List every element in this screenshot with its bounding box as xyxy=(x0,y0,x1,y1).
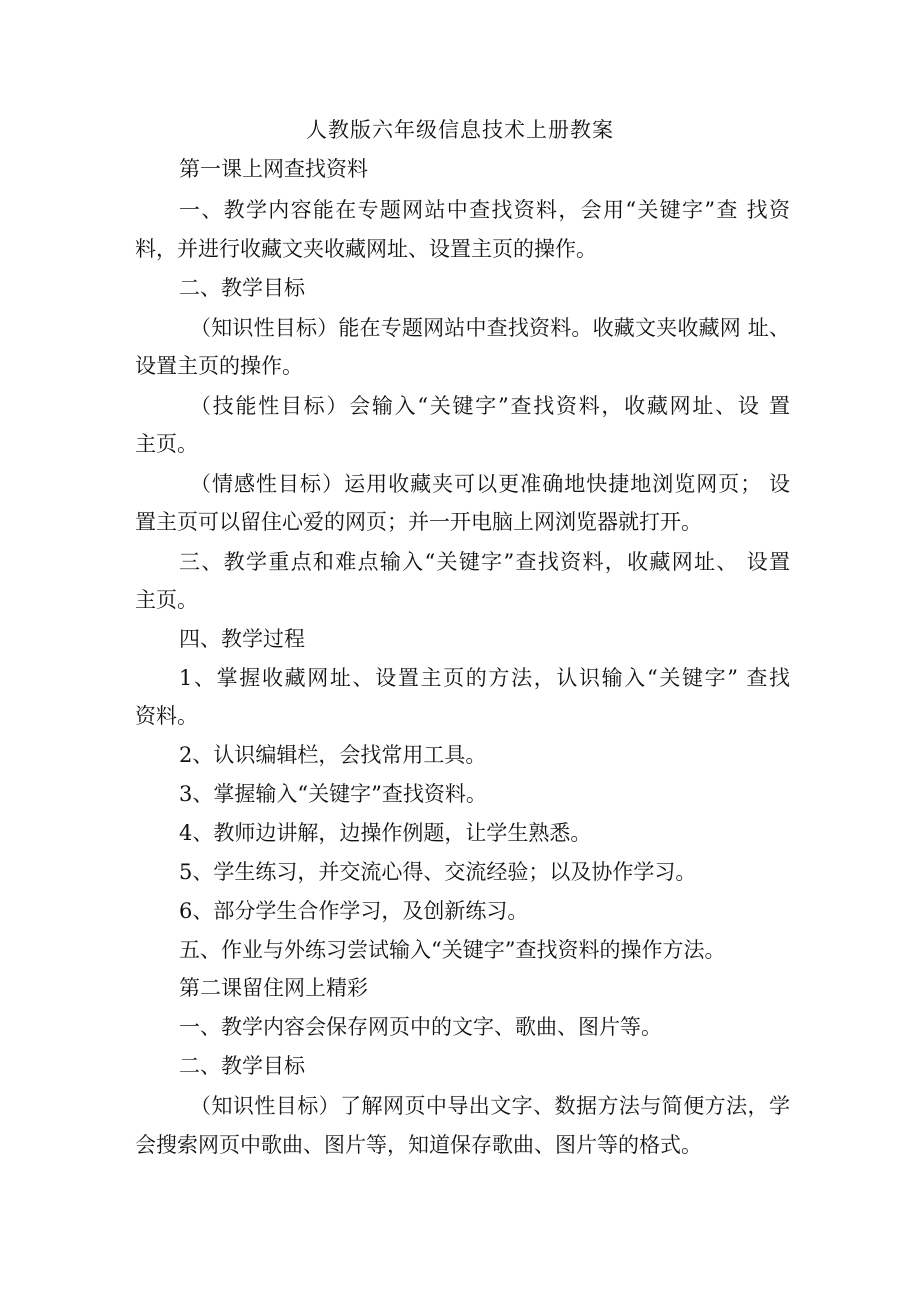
list-item: 2、认识编辑栏，会找常用工具。 xyxy=(179,743,487,767)
list-item-continuation: 资料。 xyxy=(135,704,198,728)
section-heading: 五、作业与外练习尝试输入“关键字”查找资料的操作方法。 xyxy=(179,938,726,962)
section-heading: 二、教学目标 xyxy=(179,1054,305,1078)
list-item: 5、学生练习，并交流心得、交流经验；以及协作学习。 xyxy=(179,860,697,884)
paragraph-line: 设置主页的操作。 xyxy=(135,354,303,378)
list-item: 4、教师边讲解，边操作例题，让学生熟悉。 xyxy=(179,821,592,845)
section-heading: 二、教学目标 xyxy=(179,276,305,300)
paragraph-line: 三、教学重点和难点输入“关键字”查找资料，收藏网址、 设置 xyxy=(179,550,790,574)
list-item: 1、掌握收藏网址、设置主页的方法，认识输入“关键字” 查找 xyxy=(179,666,790,690)
paragraph-line: （知识性目标）了解网页中导出文字、数据方法与简便方法，学 xyxy=(190,1094,790,1118)
list-item: 6、部分学生合作学习，及创新练习。 xyxy=(179,899,529,923)
paragraph-line: 一、教学内容能在专题网站中查找资料，会用“关键字”查 找资 xyxy=(179,198,790,222)
paragraph-line: 主页。 xyxy=(135,588,198,612)
paragraph-line: 一、教学内容会保存网页中的文字、歌曲、图片等。 xyxy=(179,1015,662,1039)
paragraph-line: （情感性目标）运用收藏夹可以更准确地快捷地浏览网页； 设 xyxy=(190,472,790,496)
lesson-heading: 第二课留住网上精彩 xyxy=(179,976,368,1000)
paragraph-line: 置主页可以留住心爱的网页；并一开电脑上网浏览器就打开。 xyxy=(135,510,702,534)
lesson-heading: 第一课上网查找资料 xyxy=(179,157,368,181)
section-heading: 四、教学过程 xyxy=(179,627,305,651)
document-title: 人教版六年级信息技术上册教案 xyxy=(306,118,614,142)
paragraph-line: （知识性目标）能在专题网站中查找资料。收藏文夹收藏网 址、 xyxy=(190,316,790,340)
list-item: 3、掌握输入“关键字”查找资料。 xyxy=(179,782,487,806)
paragraph-line: （技能性目标）会输入“关键字”查找资料，收藏网址、设 置 xyxy=(190,394,790,418)
paragraph-line: 主页。 xyxy=(135,432,198,456)
paragraph-line: 会搜索网页中歌曲、图片等，知道保存歌曲、图片等的格式。 xyxy=(135,1133,702,1157)
paragraph-line: 料，并进行收藏文夹收藏网址、设置主页的操作。 xyxy=(135,237,597,261)
